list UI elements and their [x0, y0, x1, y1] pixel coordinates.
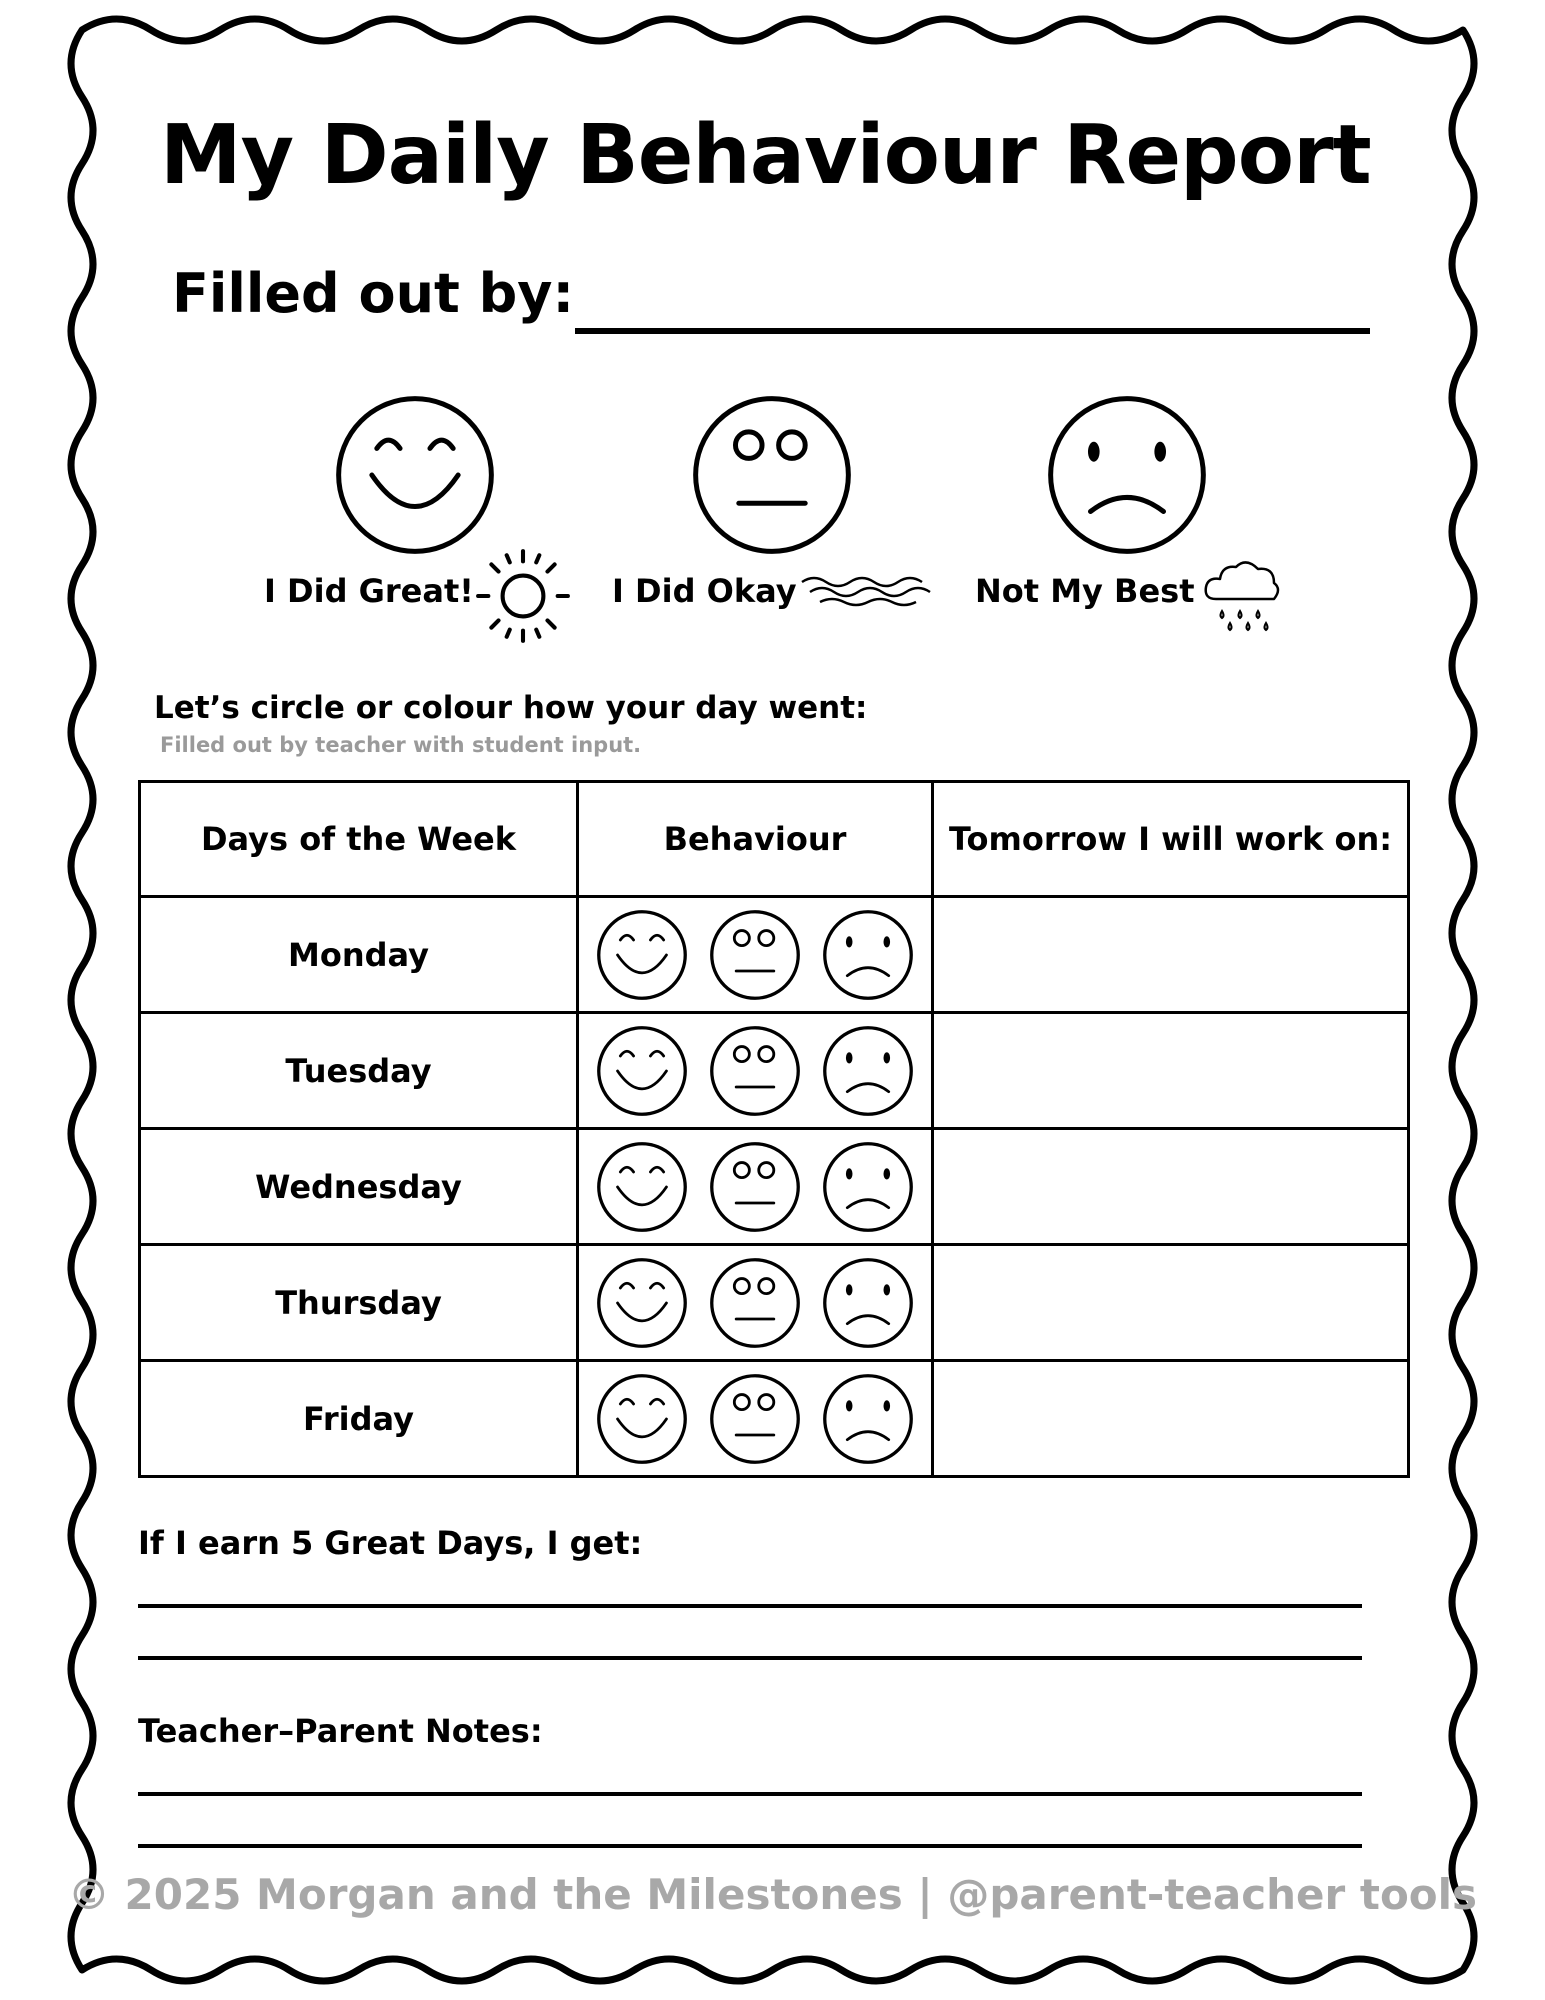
sad-face-icon [1044, 392, 1210, 558]
table-row [140, 1245, 1409, 1361]
reward-line-1[interactable] [138, 1604, 1362, 1608]
happy-face-option-icon[interactable] [595, 1140, 689, 1234]
happy-face-option-icon[interactable] [595, 1024, 689, 1118]
behaviour-cell [578, 1361, 933, 1477]
sad-face-option-icon[interactable] [821, 1140, 915, 1234]
table-row [140, 1013, 1409, 1129]
behaviour-cell [578, 1245, 933, 1361]
legend-label-not-best: Not My Best [975, 572, 1195, 610]
filled-out-by-label: Filled out by: [172, 262, 575, 325]
instruction-subtext: Filled out by teacher with student input. [160, 733, 642, 757]
table-row [140, 897, 1409, 1013]
behaviour-cell [578, 1013, 933, 1129]
tomorrow-cell[interactable] [933, 897, 1409, 1013]
header-behaviour: Behaviour [578, 782, 933, 897]
day-monday: Monday [140, 897, 578, 1013]
header-tomorrow: Tomorrow I will work on: [933, 782, 1409, 897]
notes-line-1[interactable] [138, 1792, 1362, 1796]
tomorrow-cell[interactable] [933, 1245, 1409, 1361]
behaviour-cell [578, 1129, 933, 1245]
table-row [140, 1361, 1409, 1477]
neutral-face-option-icon[interactable] [708, 1372, 802, 1466]
legend-label-great: I Did Great! [264, 572, 474, 610]
happy-face-option-icon[interactable] [595, 1372, 689, 1466]
happy-face-option-icon[interactable] [595, 1256, 689, 1350]
reward-line-2[interactable] [138, 1656, 1362, 1660]
tomorrow-cell[interactable] [933, 1129, 1409, 1245]
reward-label: If I earn 5 Great Days, I get: [138, 1524, 643, 1562]
behaviour-table [138, 780, 1410, 1478]
neutral-face-option-icon[interactable] [708, 908, 802, 1002]
tomorrow-cell[interactable] [933, 1361, 1409, 1477]
rain-cloud-icon [1200, 555, 1284, 639]
filled-out-by-field[interactable] [575, 328, 1370, 334]
neutral-face-icon [689, 392, 855, 558]
copyright-footer: © 2025 Morgan and the Milestones | @parent-teacher tools [67, 1870, 1478, 1919]
neutral-face-option-icon[interactable] [708, 1024, 802, 1118]
sun-icon [472, 545, 574, 647]
sad-face-option-icon[interactable] [821, 908, 915, 1002]
sad-face-option-icon[interactable] [821, 1372, 915, 1466]
page-title: My Daily Behaviour Report [160, 108, 1371, 203]
waves-icon [800, 572, 936, 608]
day-wednesday: Wednesday [140, 1129, 578, 1245]
sad-face-option-icon[interactable] [821, 1256, 915, 1350]
happy-face-option-icon[interactable] [595, 908, 689, 1002]
instruction-heading: Let’s circle or colour how your day went: [154, 690, 868, 726]
day-friday: Friday [140, 1361, 578, 1477]
notes-line-2[interactable] [138, 1844, 1362, 1848]
table-row [140, 1129, 1409, 1245]
day-tuesday: Tuesday [140, 1013, 578, 1129]
happy-face-icon [332, 392, 498, 558]
header-days: Days of the Week [140, 782, 578, 897]
neutral-face-option-icon[interactable] [708, 1256, 802, 1350]
legend-label-okay: I Did Okay [612, 572, 797, 610]
notes-label: Teacher–Parent Notes: [138, 1712, 543, 1750]
sad-face-option-icon[interactable] [821, 1024, 915, 1118]
day-thursday: Thursday [140, 1245, 578, 1361]
neutral-face-option-icon[interactable] [708, 1140, 802, 1234]
behaviour-cell [578, 897, 933, 1013]
table-header-row [140, 782, 1409, 897]
tomorrow-cell[interactable] [933, 1013, 1409, 1129]
